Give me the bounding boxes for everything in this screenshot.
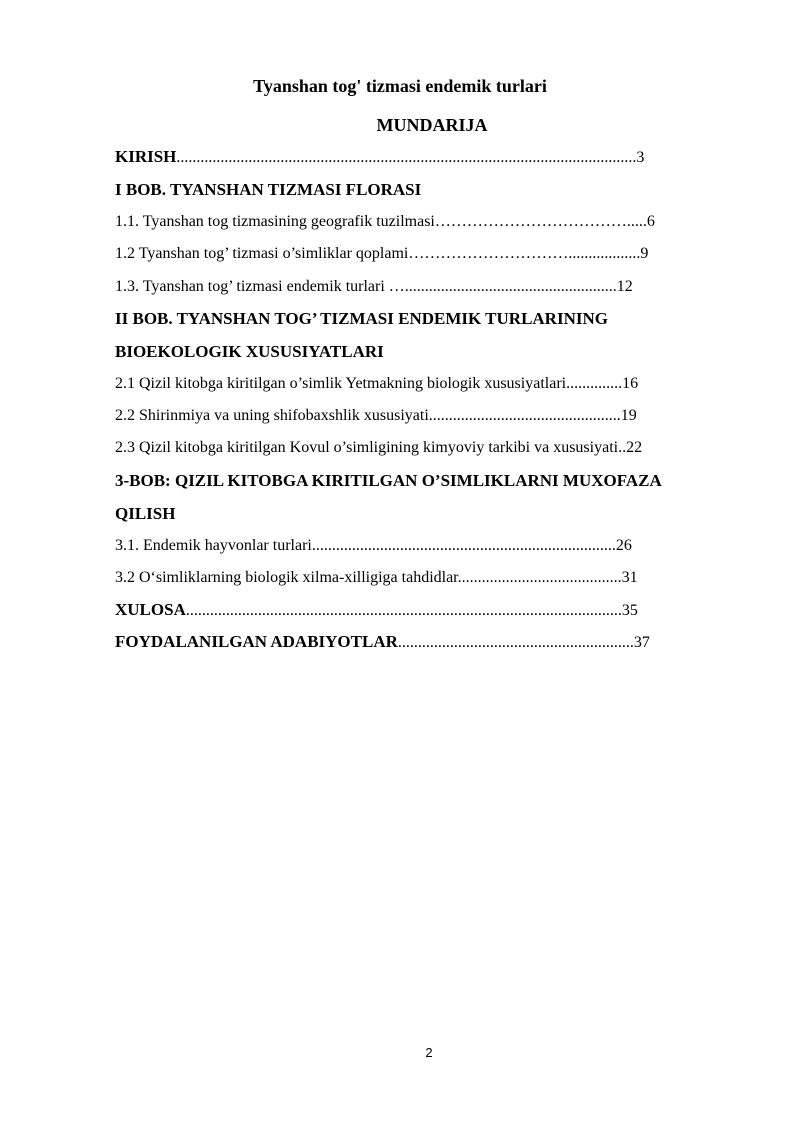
page-number: 2 (425, 1045, 433, 1060)
toc-entry-3-2: 3.2 O‘simliklarning biologik xilma-xilligiga tahdidlar.........................................31 (115, 569, 638, 586)
chapter-3-heading-line-2: QILISH (115, 504, 176, 523)
chapter-3-heading-line-1: 3-BOB: QIZIL KITOBGA KIRITILGAN O’SIMLIKLARNI MUXOFAZA (115, 471, 662, 490)
chapter-1-heading: I BOB. TYANSHAN TIZMASI FLORASI (115, 180, 422, 199)
document-title: Tyanshan tog' tizmasi endemik turlari (253, 76, 547, 96)
toc-entry-label: FOYDALANILGAN ADABIYOTLAR (115, 632, 398, 651)
toc-leader: ........................................................... (397, 634, 634, 651)
toc-entry-2-3: 2.3 Qizil kitobga kiritilgan Kovul o’simligining kimyoviy tarkibi va xususiyati..22 (115, 439, 643, 456)
chapter-2-heading-line-2: BIOEKOLOGIK XUSUSIYATLARI (115, 342, 384, 361)
chapter-2-heading-line-1: II BOB. TYANSHAN TOG’ TIZMASI ENDEMIK TURLARINING (115, 309, 608, 328)
toc-page-number: 37 (633, 634, 650, 651)
toc-entry-label: XULOSA (115, 600, 186, 619)
toc-entry-1-3: 1.3. Tyanshan tog’ tizmasi endemik turlari ….....................................................12 (115, 278, 633, 295)
toc-heading: MUNDARIJA (376, 115, 488, 135)
toc-entry-3-1: 3.1. Endemik hayvonlar turlari............................................................................26 (115, 537, 632, 554)
toc-entry-kirish (115, 146, 644, 169)
toc-entry-1-1: 1.1. Tyanshan tog tizmasining geografik tuzilmasi……………………………….....6 (115, 213, 655, 230)
toc-entry-1-2: 1.2 Tyanshan tog’ tizmasi o’simliklar qoplami…………………………..................9 (115, 245, 649, 262)
toc-page-number: 35 (621, 602, 638, 619)
toc-entry-xulosa (115, 599, 638, 622)
toc-entry-2-2: 2.2 Shirinmiya va uning shifobaxshlik xususiyati................................................19 (115, 407, 637, 424)
toc-page-number: 3 (636, 149, 645, 166)
toc-leader: ............................................................................................................. (185, 602, 622, 619)
toc-entry-adabiyotlar (115, 631, 650, 654)
toc-entry-2-1: 2.1 Qizil kitobga kiritilgan o’simlik Yetmakning biologik xususiyatlari..............16 (115, 375, 639, 392)
toc-leader: ................................................................................................................... (176, 149, 637, 166)
toc-entry-label: KIRISH (115, 147, 177, 166)
